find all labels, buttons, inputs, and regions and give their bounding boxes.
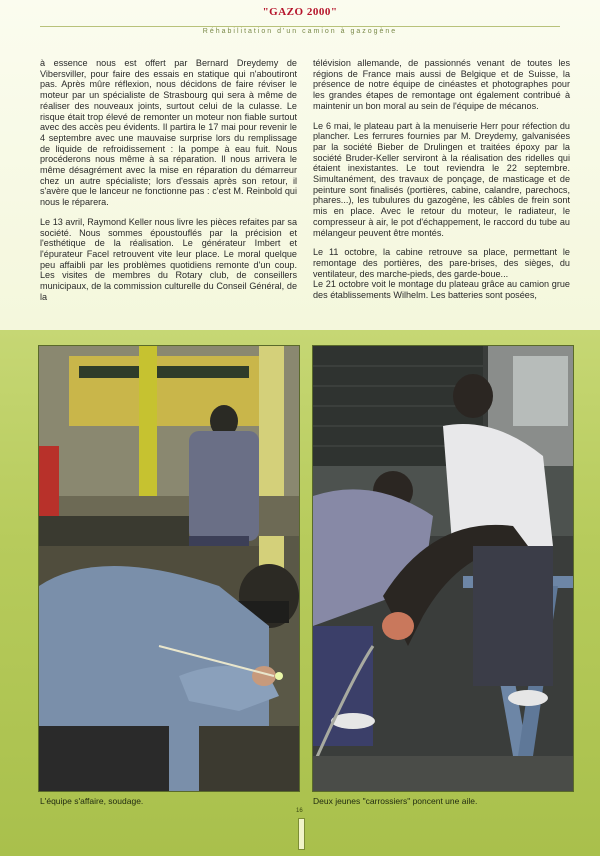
page-marker [298, 818, 305, 850]
photo-welding [38, 345, 300, 792]
paragraph: télévision allemande, de passionnés venant de toutes les régions de France mais aussi de Belgique et de Suisse, la présence de notre équipe de cinéastes et photographes pour les grandes étapes de remontage ont également contribué à maintenir un bon moral au sein de l'équipe de mécanos. [313, 58, 570, 111]
page-header [0, 6, 600, 35]
photo-caption-right: Deux jeunes "carrossiers" poncent une aile. [313, 796, 478, 806]
paragraph: Le 11 octobre, la cabine retrouve sa place, permettant le remontage des portières, des pare-brises, des sièges, du ventilateur, des marche-pieds, des garde-boue... [313, 247, 570, 279]
header-rule [40, 26, 560, 27]
text-column-left [40, 58, 297, 311]
paragraph: Le 21 octobre voit le montage du plateau grâce au camion grue des établissements Wilhelm. Les batteries sont posées, [313, 279, 570, 301]
paragraph: Le 13 avril, Raymond Keller nous livre les pièces refaites par sa société. Nous sommes époustouflés par la précision et l'esthétique de la réalisation. Le générateur Imbert et l'épurateur Facel retrouvent vite leur place. Le moral quelque peu affaibli par les problèmes quotidiens remonte d'un coup. Les visites de membres du Rotary club, de conseillers municipaux, de la commission culturelle du Conseil Général, de la [40, 216, 297, 302]
magazine-title: "GAZO 2000" [262, 6, 338, 18]
article-subtitle: Réhabilitation d'un camion à gazogène [202, 28, 398, 35]
paragraph: Le 6 mai, le plateau part à la menuiserie Herr pour réfection du plancher. Les ferrures fournies par M. Dreydemy, galvanisées par la société Bieber de Drulingen et traitées époxy par la société Bruder-Keller serviront à la réalisation des ridelles qui étaient inexistantes. Le tout reviendra le 22 septembre. Simultanément, des travaux de ponçage, de masticage et de peinture sont finalisés (portières, cabine, calandre, parechocs, phares...), les tubulures du gazogène, les câbles de frein sont mis en place. Avec le retour du moteur, le radiateur, le compresseur à air, le pot d'échappement, le raccord du tube au mélangeur peuvent être montés. [313, 120, 570, 238]
page-number: 16 [296, 808, 303, 814]
photo-caption-left: L'équipe s'affaire, soudage. [40, 796, 144, 806]
photo-sanding [312, 345, 574, 792]
paragraph: à essence nous est offert par Bernard Dreydemy de Vibersviller, pour faire des essais en statique qui n'aboutiront pas. Après mûre réflexion, nous décidons de faire réviser le moteur par un spécialiste de Strasbourg qui sera à même de réaliser des nouveaux joints, surtout celui de la culasse. Le risque était trop élevé de remonter un moteur non fiable surtout avec des accès peu évidents. Il partira le 17 mai pour revenir le 4 septembre avec une mauvaise surprise lors du remplissage de liquide de refroidissement : la pompe à eau fuit. Nous procéderons nous même à sa réparation. Il nous arrivera le même désagrément avec la mise en réparation du démarreur chez un autre spécialiste; lors d'essais après son retour, il s'avère que le lanceur ne fonctionne pas : c'est M. Reinbold qui nous le réparera. [40, 58, 297, 208]
text-column-right [313, 58, 570, 310]
page-number-tab [296, 808, 304, 850]
